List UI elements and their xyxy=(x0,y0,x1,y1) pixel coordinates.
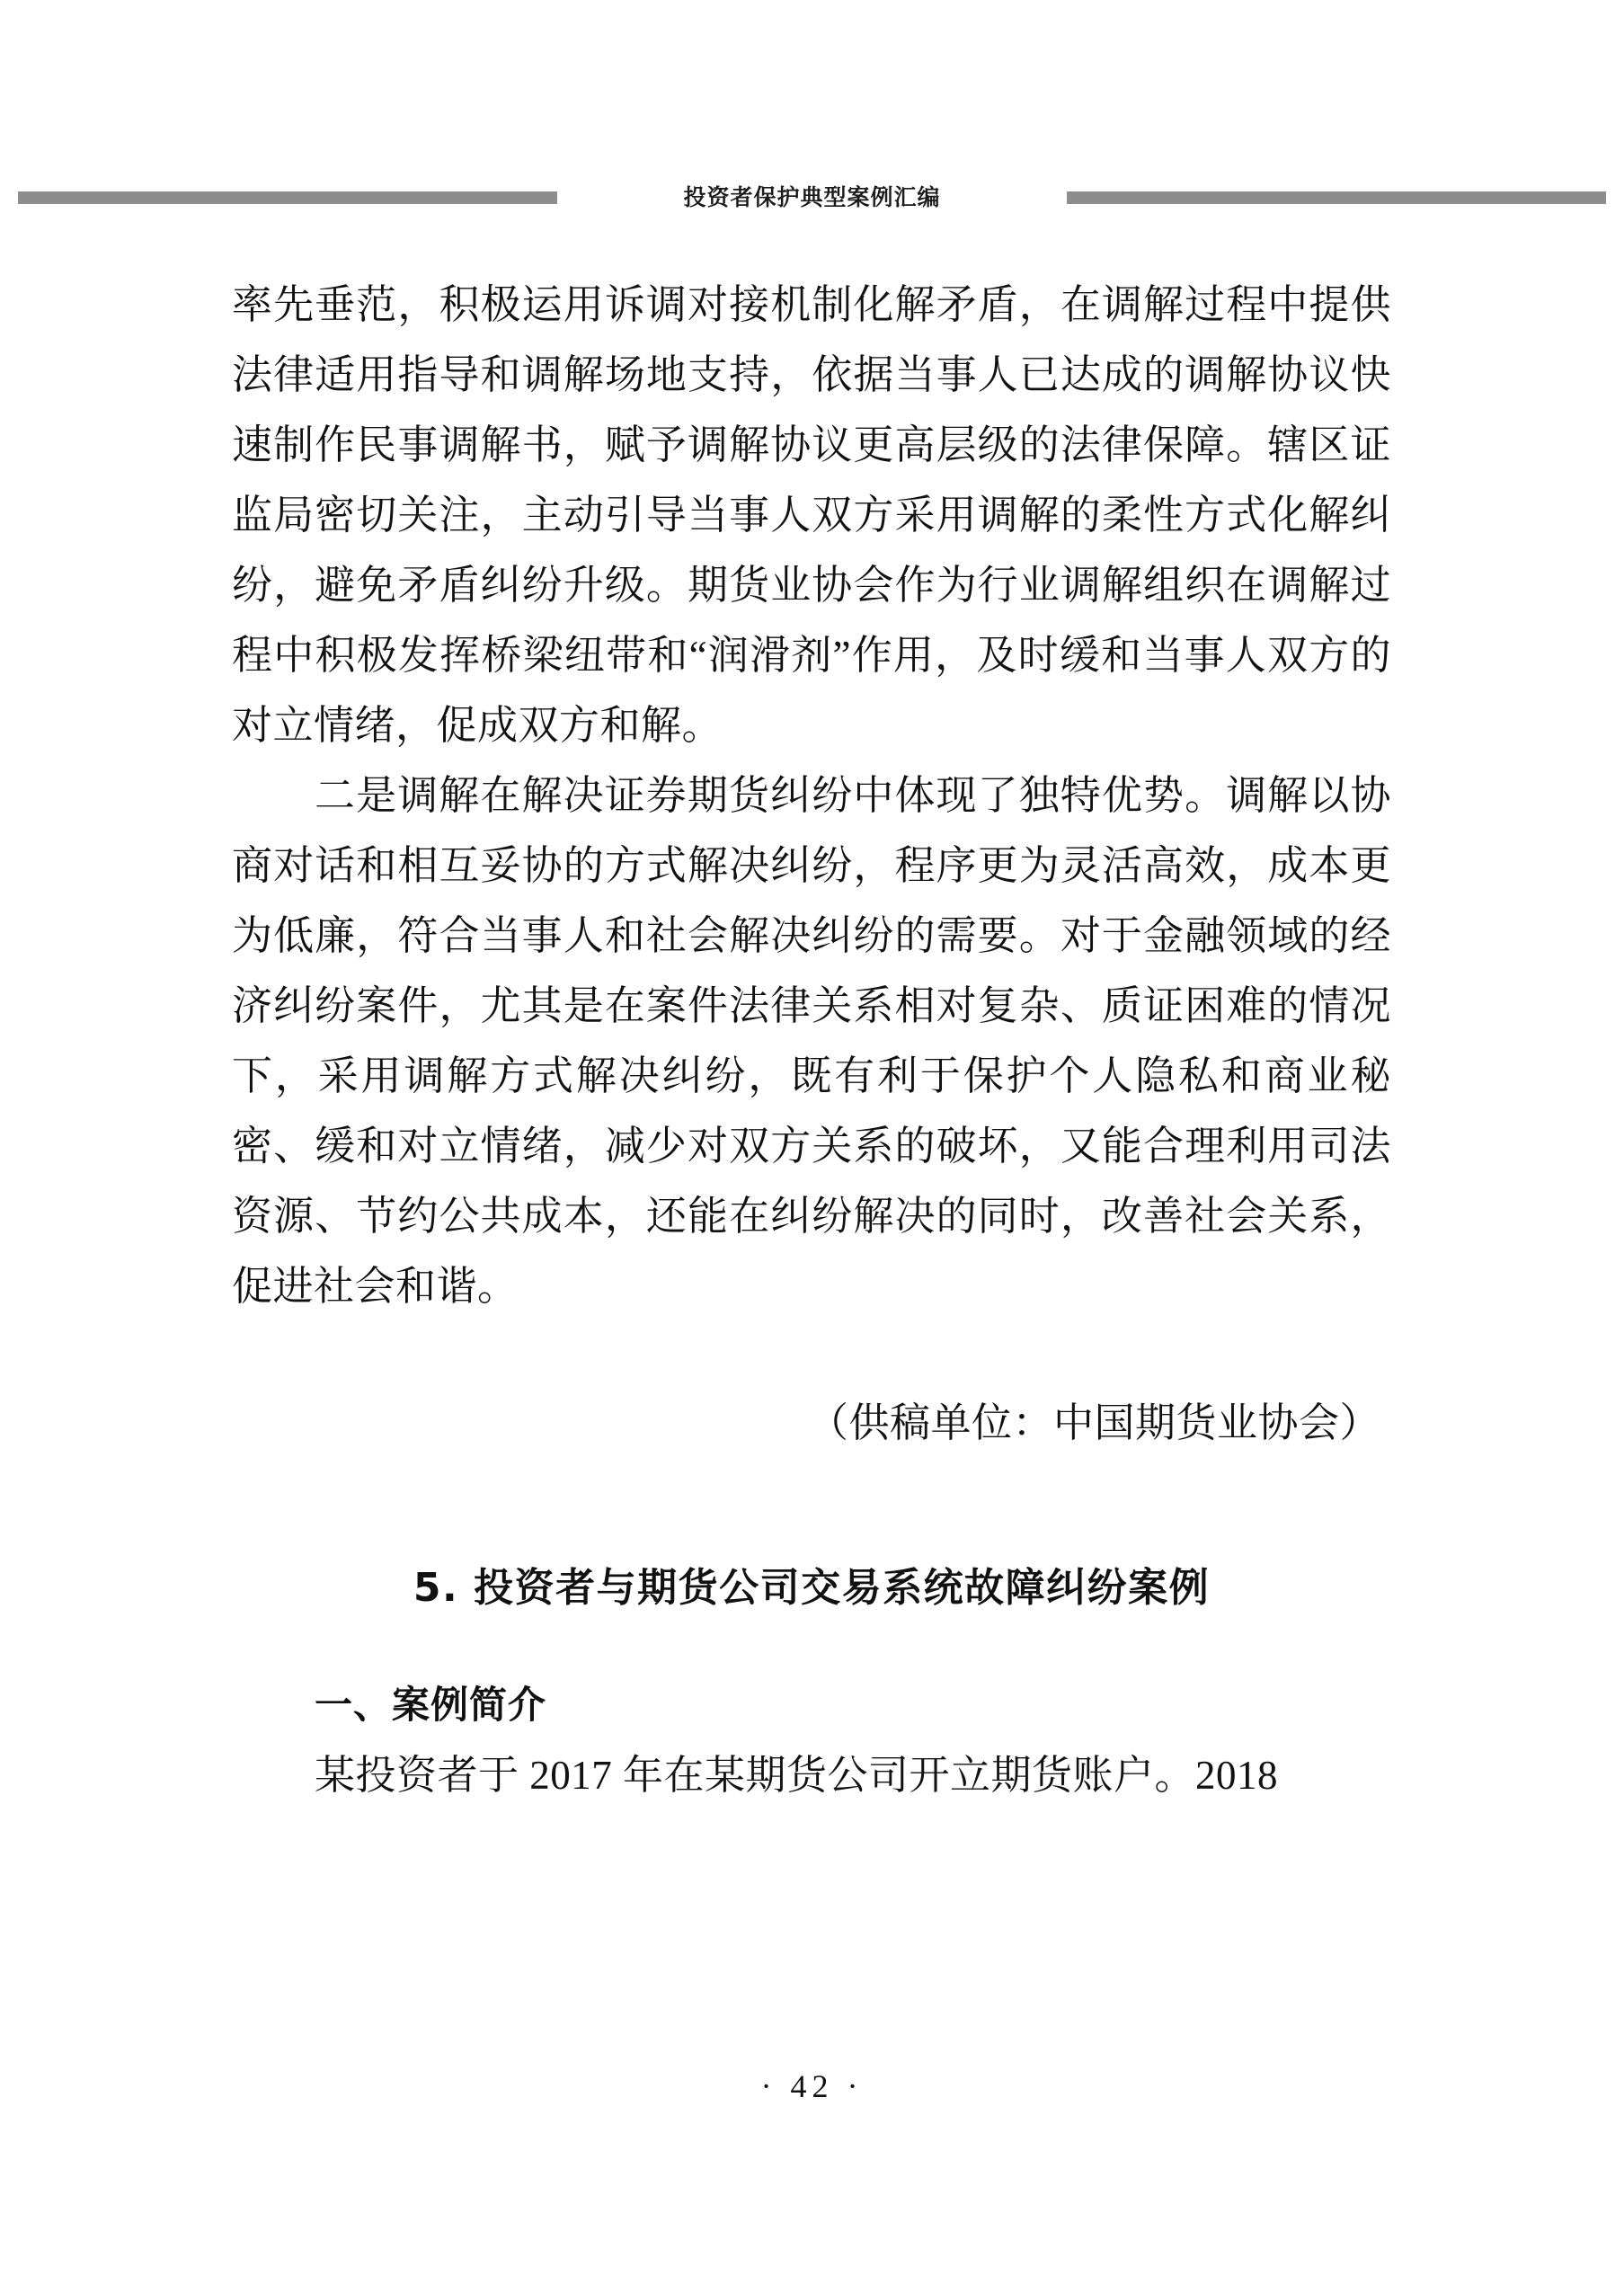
header-rule-left xyxy=(18,191,557,204)
paragraph-case-intro: 某投资者于 2017 年在某期货公司开立期货账户。2018 xyxy=(315,1753,1279,1798)
header-rule-right xyxy=(1067,191,1606,204)
subsection-title: 一、案例简介 xyxy=(315,1683,547,1727)
page-content xyxy=(232,270,1391,1810)
contributing-unit: （供稿单位：中国期货业协会） xyxy=(807,1400,1380,1445)
case-title: 5. 投资者与期货公司交易系统故障纠纷案例 xyxy=(413,1565,1211,1611)
page-number: · 42 · xyxy=(760,2068,864,2104)
paragraph-continued: 率先垂范，积极运用诉调对接机制化解矛盾，在调解过程中提供法律适用指导和调解场地支持，依据当事人已达成的调解协议快速制作民事调解书，赋予调解协议更高层级的法律保障。辖区证监局密切关注，主动引导当事人双方采用调解的柔性方式化解纠纷，避免矛盾纠纷升级。期货业协会作为行业调解组织在调解过程中积极发挥桥梁纽带和“润滑剂”作用，及时缓和当事人双方的对立情绪，促成双方和解。 xyxy=(232,282,1391,748)
running-header xyxy=(0,175,1624,217)
header-title: 投资者保护典型案例汇编 xyxy=(660,180,963,212)
page-footer xyxy=(0,2067,1624,2105)
paragraph-point-two: 二是调解在解决证券期货纠纷中体现了独特优势。调解以协商对话和相互妥协的方式解决纠纷，程序更为灵活高效，成本更为低廉，符合当事人和社会解决纠纷的需要。对于金融领域的经济纠纷案件，尤其是在案件法律关系相对复杂、质证困难的情况下，采用调解方式解决纠纷，既有利于保护个人隐私和商业秘密、缓和对立情绪，减少对双方关系的破坏，又能合理利用司法资源、节约公共成本，还能在纠纷解决的同时，改善社会关系，促进社会和谐。 xyxy=(232,773,1391,1309)
